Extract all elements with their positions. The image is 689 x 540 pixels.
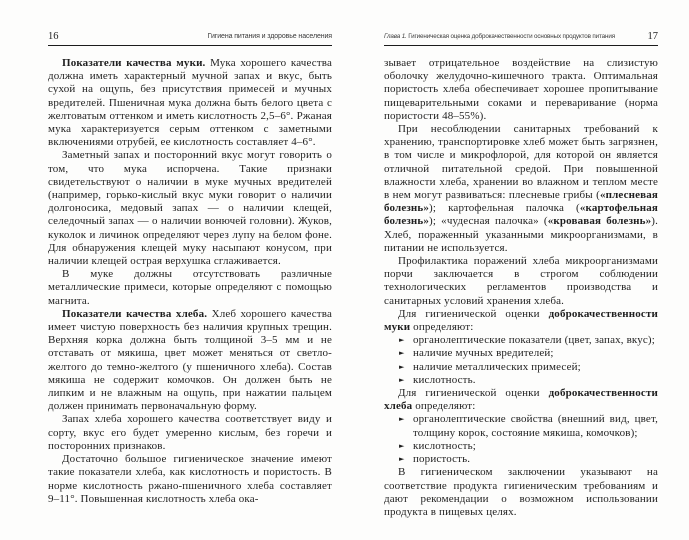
paragraph: Достаточно большое гигиеническое значение имеют такие показатели хлеба, как кислотность и пористость. В норме кислотность ржано-пшеничного хлеба составляет 9–11°. Повышенная кислотность хлеба ока-	[48, 453, 332, 505]
paragraph: Для гигиенической оценки доброкачественности муки определяют:	[384, 307, 658, 334]
list-item-text: кислотность.	[413, 373, 476, 386]
page-16	[48, 28, 332, 506]
page-17-body	[384, 57, 658, 519]
list-item-text: органолептические показатели (цвет, запах, вкус);	[413, 334, 655, 347]
list-item	[384, 413, 658, 439]
list-item-text: пористость.	[413, 453, 471, 466]
bullet-triangle-icon: ►	[399, 415, 405, 424]
list-item	[384, 453, 658, 466]
page-16-body	[48, 57, 332, 506]
paragraph: зывает отрицательное воздействие на слизистую оболочку желудочно-кишечного тракта. Оптимальная пористость хлеба обеспечивает хорошее пропитывание пищеварительными соками и переваривание (норма пористости 48–55%).	[384, 57, 658, 122]
running-title-left: Гигиена питания и здоровье населения	[207, 33, 332, 40]
paragraph: Показатели качества муки. Мука хорошего качества должна иметь характерный мучной запах и вкус, быть сухой на ощупь, без присутствия примесей и мучных вредителей. Пшеничная мука должна быть белого цвета с желтоватым оттенком и иметь кислотность 2,5–6°. Ржаная мука характеризуется серым оттенком с заметными включениями отрубей, ее кислотность составляет 4–6°.	[48, 57, 333, 149]
list-item	[384, 347, 658, 360]
paragraph: При несоблюдении санитарных требований к хранению, транспортировке хлеб может быть загрязнен, в том числе и микрофлорой, для которой он является отличной питательной средой. При повышенной влажности хлеба, хранении во влажном и теплом месте в нем могут развиваться: плесневые грибы («плесневая болезнь»); картофельная палочка («картофельная болезнь»); «чудесная палочка» («кровавая болезнь»). Хлеб, пораженный указанными микроорганизмами, в питании не используется.	[384, 123, 658, 254]
paragraph: Профилактика поражений хлеба микроорганизмами порчи заключается в строгом соблюдении технологических регламентов производства и санитарных условий хранения хлеба.	[384, 255, 658, 307]
list-item-text: органолептические свойства (внешний вид, цвет, толщину корок, состояние мякиша, комочков);	[413, 413, 658, 439]
paragraph: В муке должны отсутствовать различные металлические примеси, которые определяют с помощью магнита.	[48, 268, 332, 307]
list-item	[384, 374, 658, 387]
paragraph: Запах хлеба хорошего качества соответствует виду и сорту, вкус его будет умеренно кислым, без горечи и посторонних признаков.	[48, 413, 332, 452]
bullet-triangle-icon: ►	[399, 441, 405, 450]
page-17-header	[384, 28, 658, 46]
running-title-chapter: Глава 1.	[384, 33, 407, 40]
bullet-triangle-icon: ►	[399, 349, 405, 358]
paragraph: В гигиеническом заключении указывают на соответствие продукта гигиеническим требованиям и дают рекомендации о возможном использовании продукта в пищевых целях.	[384, 466, 658, 518]
list-item-text: кислотность;	[413, 439, 476, 452]
paragraph: Заметный запах и посторонний вкус могут говорить о том, что мука испорчена. Такие признаки свидетельствуют о наличии в муке мучных вредителей (например, горько-кислый вкус муки говорит о наличии долгоносика, медовый запах — о наличии клещей, селедочный запах — о наличии вонючей головни). Жуков, куколок и личинок определяют через лупу на белом фоне. Для обнаружения клещей муку насыпают конусом, при наличии клещей острая верхушка сглаживается.	[48, 149, 332, 268]
page-17	[384, 28, 658, 519]
page-number-left: 16	[48, 31, 59, 42]
page-number-right: 17	[647, 31, 658, 42]
page-16-header	[48, 28, 332, 46]
list-item-text: наличие металлических примесей;	[413, 360, 581, 373]
bullet-triangle-icon: ►	[399, 455, 405, 464]
list-item	[384, 361, 658, 374]
running-title-text: Гигиеническая оценка доброкачественности основных продуктов питания	[406, 33, 615, 40]
bullet-triangle-icon: ►	[399, 362, 405, 371]
bullet-triangle-icon: ►	[399, 336, 405, 345]
paragraph: Для гигиенической оценки доброкачественности хлеба определяют:	[384, 387, 658, 413]
paragraph: Показатели качества хлеба. Хлеб хорошего качества имеет чистую поверхность без наличия крупных трещин. Верхняя корка должна быть толщиной 3–5 мм и не отставать от мякиша, цвет может меняться от светло-желтого до темно-желтого (у пшеничного хлеба). Состав мякиша не содержит комочков. Он должен быть не липким и не влажным на ощупь, при нажатии пальцем должен принимать первоначальную форму.	[48, 307, 332, 413]
list-item-text: наличие мучных вредителей;	[413, 347, 554, 360]
list-item	[384, 440, 658, 453]
bullet-triangle-icon: ►	[399, 375, 405, 384]
list-item	[384, 334, 658, 347]
running-title-right	[384, 32, 615, 42]
